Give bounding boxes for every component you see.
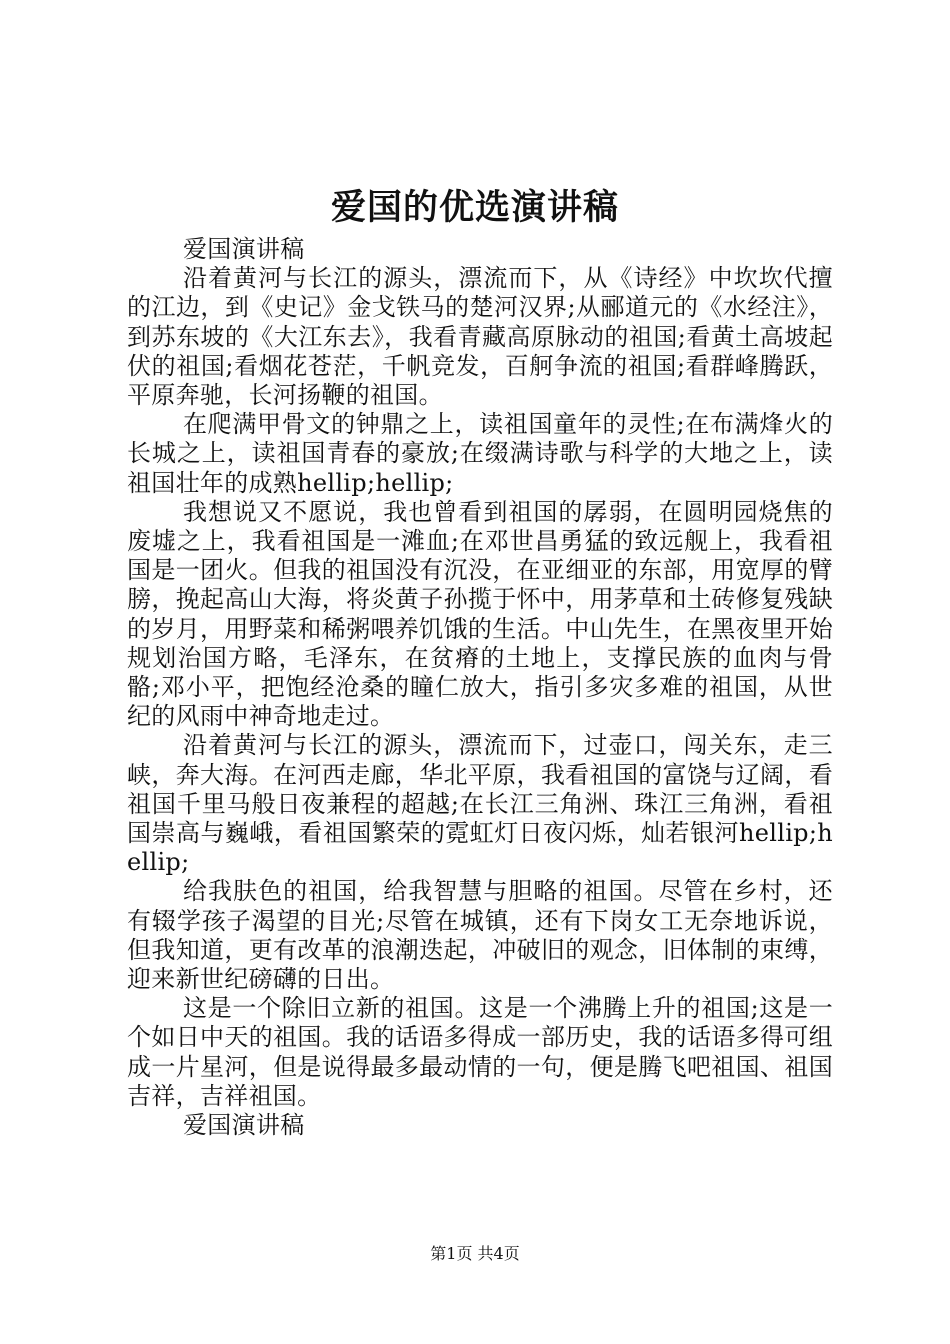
paragraph: 我想说又不愿说，我也曾看到祖国的孱弱，在圆明园烧焦的废墟之上，我看祖国是一滩血;在邓世昌勇猛的致远舰上，我看祖国是一团火。但我的祖国没有沉没，在亚细亚的东部，用宽厚的臂膀，挽起高山大海，将炎黄子孙揽于怀中，用茅草和土砖修复残缺的岁月，用野菜和稀粥喂养饥饿的生活。中山先生，在黑夜里开始规划治国方略，毛泽东，在贫瘠的土地上，支撑民族的血肉与骨骼;邓小平，把饱经沧桑的瞳仁放大，指引多灾多难的祖国，从世纪的风雨中神奇地走过。 [127, 497, 833, 731]
paragraph: 在爬满甲骨文的钟鼎之上，读祖国童年的灵性;在布满烽火的长城之上，读祖国青春的豪放;在缀满诗歌与科学的大地之上，读祖国壮年的成熟hellip;hellip; [127, 410, 833, 497]
paragraph: 这是一个除旧立新的祖国。这是一个沸腾上升的祖国;这是一个如日中天的祖国。我的话语多得成一部历史，我的话语多得可组成一片星河，但是说得最多最动情的一句，便是腾飞吧祖国、祖国吉祥，吉祥祖国。 [127, 994, 833, 1110]
page-number: 第1页 共4页 [430, 1244, 520, 1263]
paragraph: 沿着黄河与长江的源头，漂流而下，从《诗经》中坎坎代擅的江边，到《史记》金戈铁马的楚河汉界;从郦道元的《水经注》，到苏东坡的《大江东去》，我看青藏高原脉动的祖国;看黄土高坡起伏的祖国;看烟花苍茫，千帆竞发，百舸争流的祖国;看群峰腾跃，平原奔驰，长河扬鞭的祖国。 [127, 264, 833, 410]
paragraph-heading: 爱国演讲稿 [183, 235, 305, 263]
paragraph: 沿着黄河与长江的源头，漂流而下，过壶口，闯关东，走三峡，奔大海。在河西走廊，华北平原，我看祖国的富饶与辽阔，看祖国千里马般日夜兼程的超越;在长江三角洲、珠江三角洲，看祖国崇高与巍峨，看祖国繁荣的霓虹灯日夜闪烁，灿若银河hellip;hellip; [127, 731, 833, 877]
paragraph: 给我肤色的祖国，给我智慧与胆略的祖国。尽管在乡村，还有辍学孩子渴望的目光;尽管在城镇，还有下岗女工无奈地诉说，但我知道，更有改革的浪潮迭起，冲破旧的观念，旧体制的束缚，迎来新世纪磅礴的日出。 [127, 877, 833, 994]
document-title: 爱国的优选演讲稿 [330, 187, 619, 228]
document-body [127, 235, 833, 1140]
paragraph-heading: 爱国演讲稿 [183, 1111, 305, 1140]
